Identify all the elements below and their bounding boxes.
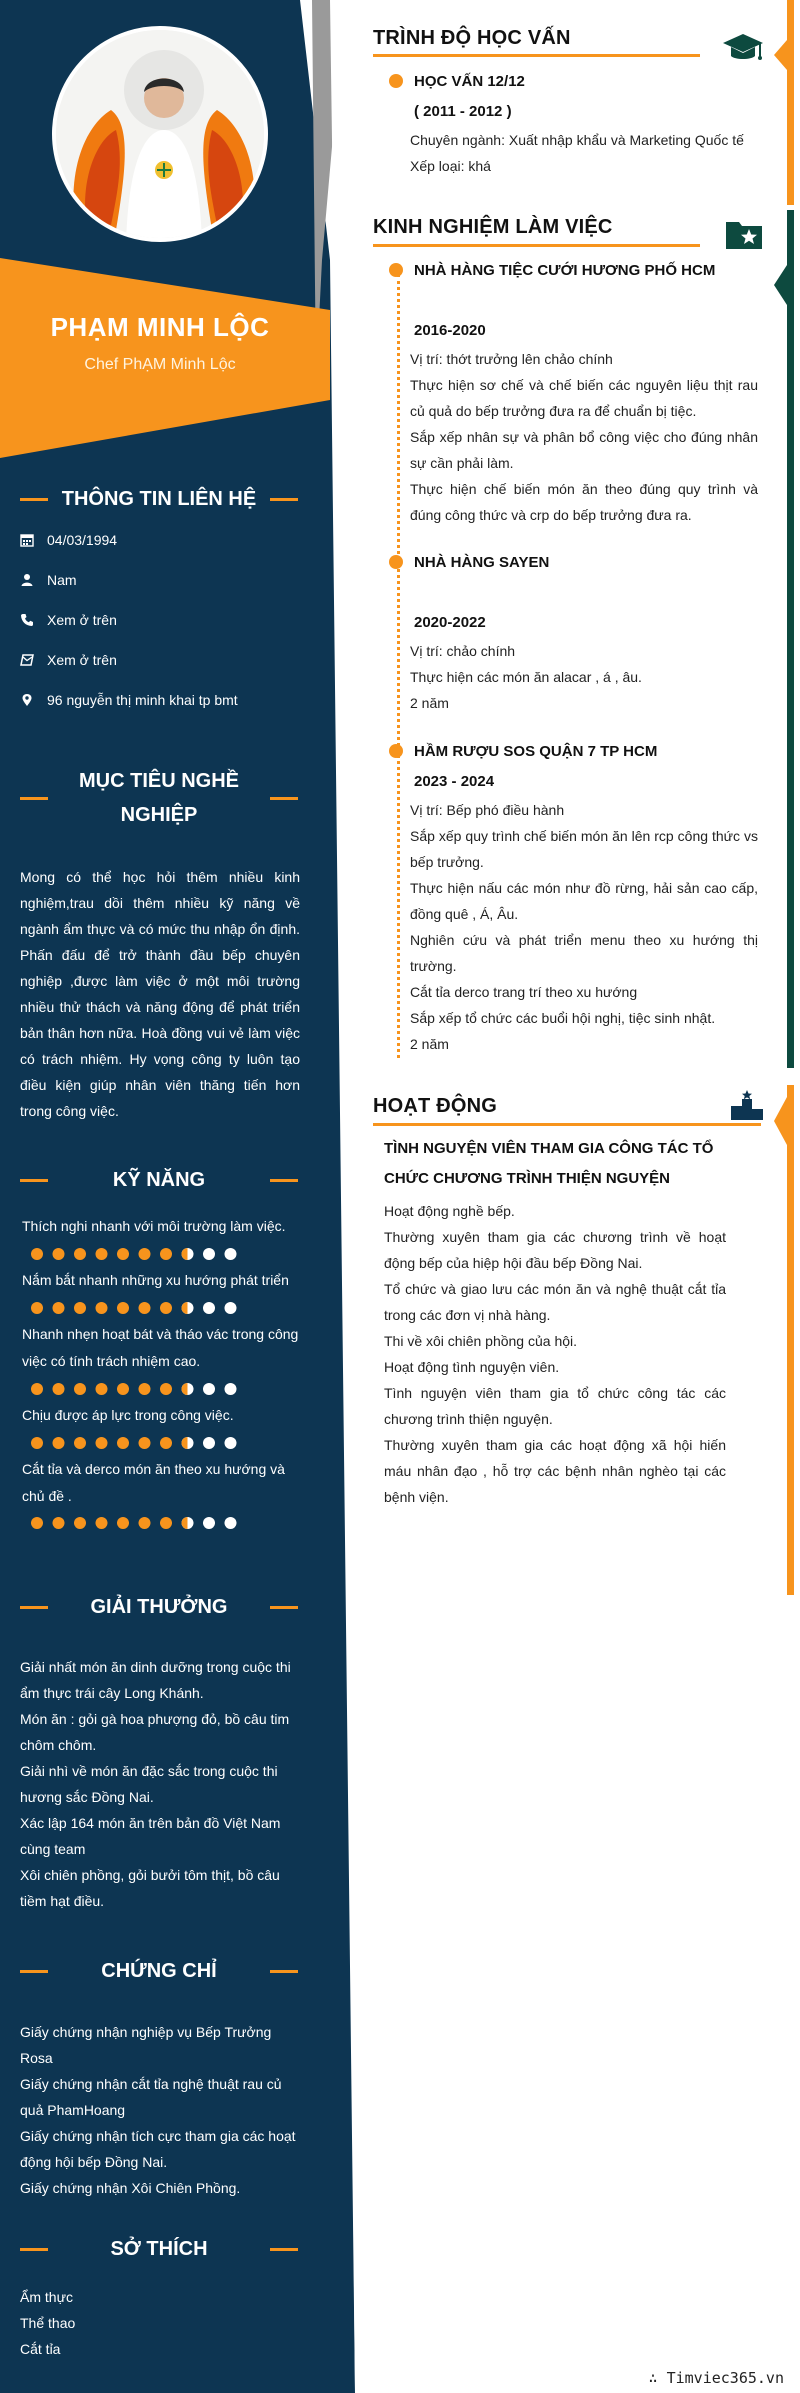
rating-dot [96, 1248, 108, 1260]
job-line: Thực hiện các món ăn alacar , á , âu. [410, 669, 642, 685]
profile-photo [52, 26, 268, 242]
experience-underline [373, 244, 700, 247]
experience-accent [770, 210, 800, 1068]
rating-dot [139, 1383, 151, 1395]
calendar-icon [20, 533, 34, 547]
award-line: Món ăn : gỏi gà hoa phượng đỏ, bồ câu tim chôm chôm. [20, 1711, 290, 1753]
activity-line: Hoạt động nghề bếp. [384, 1203, 515, 1219]
email-icon [20, 653, 34, 667]
job-bullet [389, 263, 403, 277]
skills-heading: KỸ NĂNG [20, 1163, 298, 1197]
awards-heading: GIẢI THƯỞNG [20, 1590, 298, 1624]
hobby-line: Ẩm thực [20, 2289, 73, 2305]
contact-email [20, 649, 320, 671]
education-title: HỌC VẤN 12/12 [414, 73, 525, 90]
rating-dot [203, 1383, 215, 1395]
job-line: Thực hiện sơ chế và chế biến các nguyên liệu thịt rau củ quả do bếp trưởng đưa ra để chuẩn bị tiệc. [410, 377, 758, 419]
skill-rating-3 [30, 1436, 280, 1450]
job-line: Sắp xếp tổ chức các buổi hội nghị, tiệc sinh nhật. [410, 1010, 716, 1026]
certificate-line: Giấy chứng nhận tích cực tham gia các hoạt động hội bếp Đồng Nai. [20, 2128, 296, 2170]
rating-dot [96, 1383, 108, 1395]
rating-dot [53, 1383, 65, 1395]
rating-dot [182, 1383, 194, 1395]
activity-line: Hoạt động tình nguyện viên. [384, 1359, 560, 1375]
rating-dot [53, 1302, 65, 1314]
rating-dot [182, 1517, 194, 1529]
job-line: Vị trí: chảo chính [410, 643, 516, 659]
skill-label: Nắm bắt nhanh những xu hướng phát triển [22, 1272, 289, 1288]
rating-dot [117, 1248, 129, 1260]
award-line: Giải nhì về món ăn đặc sắc trong cuộc thi hương sắc Đồng Nai. [20, 1763, 278, 1805]
rating-dot [139, 1437, 151, 1449]
contact-heading: THÔNG TIN LIÊN HỆ [20, 482, 298, 516]
rating-dot [160, 1302, 172, 1314]
rating-dot [139, 1248, 151, 1260]
rating-dot [74, 1437, 86, 1449]
skill-rating-0 [30, 1247, 280, 1261]
activity-line: Tổ chức và giao lưu các món ăn và nghệ thuật cắt tỉa trong các đơn vị nhà hàng. [384, 1281, 726, 1323]
skill-rating-4 [30, 1516, 280, 1530]
job-period: 2023 - 2024 [414, 773, 495, 790]
rating-dot [74, 1302, 86, 1314]
activity-line: Thi về xôi chiên phồng của hội. [384, 1333, 578, 1349]
rating-dot [182, 1248, 194, 1260]
rating-dot [96, 1517, 108, 1529]
full-name: PHẠM MINH LỘC [50, 312, 270, 342]
contact-text: Xem ở trên [47, 652, 117, 668]
skill-label: Cắt tỉa và derco món ăn theo xu hướng và chủ đề . [22, 1461, 285, 1504]
job-line: Thực hiện chế biến món ăn theo đúng quy trình và đúng công thức và crp do bếp trưởng đưa ra. [410, 481, 758, 523]
job-line: Sắp xếp quy trình chế biến món ăn lên rcp công thức vs bếp trưởng. [410, 828, 758, 870]
award-line: Xác lập 164 món ăn trên bản đồ Việt Nam cùng team [20, 1815, 281, 1857]
job-line: Vị trí: thớt trưởng lên chảo chính [410, 351, 613, 367]
rating-dot [74, 1383, 86, 1395]
experience-heading: KINH NGHIỆM LÀM VIỆC [373, 216, 613, 238]
rating-dot [203, 1437, 215, 1449]
job-company: HẦM RƯỢU SOS QUẬN 7 TP HCM [414, 743, 658, 760]
rating-dot [182, 1437, 194, 1449]
rating-dot [203, 1517, 215, 1529]
activity-line: Tình nguyện viên tham gia tổ chức công tác các chương trình thiện nguyện. [384, 1385, 726, 1427]
certificate-line: Giấy chứng nhận Xôi Chiên Phồng. [20, 2180, 241, 2196]
contact-text: 04/03/1994 [47, 532, 118, 548]
podium-icon [728, 1089, 766, 1121]
job-line: Nghiên cứu và phát triển menu theo xu hướng thị trường. [410, 932, 758, 974]
rating-dot [53, 1517, 65, 1529]
rating-dot [225, 1437, 237, 1449]
contact-address [20, 689, 320, 711]
rating-dot [117, 1437, 129, 1449]
awards-text [20, 1654, 300, 1914]
skill-rating-1 [30, 1301, 280, 1315]
activities-heading: HOẠT ĐỘNG [373, 1095, 498, 1117]
job-period: 2020-2022 [414, 614, 486, 631]
activity-line: Thường xuyên tham gia các chương trình về hoạt động bếp của hiệp hội đầu bếp Đồng Nai. [384, 1229, 726, 1271]
hobbies-heading: SỞ THÍCH [20, 2232, 298, 2266]
rating-dot [31, 1383, 43, 1395]
activities-underline [373, 1123, 761, 1126]
rating-dot [225, 1517, 237, 1529]
job-bullet [389, 744, 403, 758]
certificates-text [20, 2019, 300, 2201]
rating-dot [225, 1383, 237, 1395]
job-title: Chef PhẠM Minh Lộc [84, 356, 236, 373]
education-period: ( 2011 - 2012 ) [414, 103, 512, 120]
award-line: Xôi chiên phồng, gỏi bưởi tôm thịt, bồ câu tiềm hạt điều. [20, 1867, 280, 1909]
job-line: Vị trí: Bếp phó điều hành [410, 802, 565, 818]
skill-label: Chịu được áp lực trong công việc. [22, 1407, 234, 1423]
rating-dot [74, 1517, 86, 1529]
hobby-line: Cắt tỉa [20, 2341, 61, 2357]
education-heading: TRÌNH ĐỘ HỌC VẤN [373, 27, 571, 49]
skill-label: Nhanh nhẹn hoạt bát và tháo vác trong công việc có tính trách nhiệm cao. [22, 1326, 299, 1369]
education-details [410, 127, 758, 179]
job-company: NHÀ HÀNG TIỆC CƯỚI HƯƠNG PHỐ HCM [414, 262, 716, 279]
contact-text: Nam [47, 572, 77, 588]
rating-dot [182, 1302, 194, 1314]
rating-dot [31, 1437, 43, 1449]
rating-dot [117, 1517, 129, 1529]
job-company: NHÀ HÀNG SAYEN [414, 554, 550, 571]
job-details [410, 797, 758, 1057]
contact-birthday [20, 529, 320, 551]
skill-label: Thích nghi nhanh với môi trường làm việc. [22, 1218, 286, 1234]
contact-gender [20, 569, 320, 591]
education-underline [373, 54, 700, 57]
hobby-line: Thể thao [20, 2315, 76, 2331]
education-line: Chuyên ngành: Xuất nhập khẩu và Marketing Quốc tế [410, 132, 744, 148]
education-bullet [389, 74, 403, 88]
contact-text: 96 nguyễn thị minh khai tp bmt [47, 692, 238, 708]
certificate-line: Giấy chứng nhận cắt tỉa nghệ thuật rau củ quả PhamHoang [20, 2076, 282, 2118]
rating-dot [160, 1517, 172, 1529]
objective-heading: MỤC TIÊU NGHỀ NGHIỆP [20, 764, 298, 832]
contact-text: Xem ở trên [47, 612, 117, 628]
star-folder-icon [725, 218, 763, 250]
job-line: Cắt tỉa derco trang trí theo xu hướng [410, 984, 638, 1000]
skill-rating-2 [30, 1382, 280, 1396]
contact-phone [20, 609, 320, 631]
job-details [410, 638, 758, 716]
rating-dot [96, 1302, 108, 1314]
watermark: ∴ Timviec365.vn [648, 2369, 784, 2387]
certificates-heading: CHỨNG CHỈ [20, 1954, 298, 1988]
graduation-cap-icon [722, 31, 764, 65]
job-bullet [389, 555, 403, 569]
job-period: 2016-2020 [414, 322, 486, 339]
rating-dot [31, 1248, 43, 1260]
rating-dot [203, 1302, 215, 1314]
award-line: Giải nhất món ăn dinh dưỡng trong cuộc thi ẩm thực trái cây Long Khánh. [20, 1659, 291, 1701]
rating-dot [31, 1517, 43, 1529]
rating-dot [31, 1302, 43, 1314]
experience-timeline [397, 274, 400, 1058]
rating-dot [225, 1302, 237, 1314]
job-details [410, 346, 758, 528]
person-icon [20, 573, 34, 587]
job-line: Sắp xếp nhân sự và phân bổ công việc cho đúng nhân sự cần phải làm. [410, 429, 758, 471]
rating-dot [74, 1248, 86, 1260]
rating-dot [160, 1437, 172, 1449]
activity-details [384, 1198, 726, 1510]
activity-line: Thường xuyên tham gia các hoạt động xã hội hiến máu nhân đạo , hỗ trợ các bệnh nhân nghèo tại các bệnh viện. [384, 1437, 726, 1505]
rating-dot [96, 1437, 108, 1449]
education-line: Xếp loại: khá [410, 158, 491, 174]
rating-dot [53, 1437, 65, 1449]
rating-dot [117, 1302, 129, 1314]
rating-dot [53, 1248, 65, 1260]
job-line: 2 năm [410, 695, 449, 711]
job-line: Thực hiện nấu các món như đồ rừng, hải sản cao cấp, đồng quê , Á, Âu. [410, 880, 758, 922]
rating-dot [139, 1517, 151, 1529]
rating-dot [203, 1248, 215, 1260]
rating-dot [139, 1302, 151, 1314]
location-icon [20, 693, 34, 707]
phone-icon [20, 613, 34, 627]
rating-dot [117, 1383, 129, 1395]
job-line: 2 năm [410, 1036, 449, 1052]
rating-dot [225, 1248, 237, 1260]
rating-dot [160, 1383, 172, 1395]
rating-dot [160, 1248, 172, 1260]
objective-text: Mong có thể học hỏi thêm nhiều kinh nghiệm,trau dồi thêm nhiều kỹ năng về ngành ẩm thực và có mức thu nhập ổn định. Phấn đấu để trở thành đầu bếp chuyên nghiệp ,được làm việc ở một môi trường nhiều thử thách và năng động để phát triển bản thân hơn nữa. Hoà đồng vui vẻ làm việc có trách nhiệm. Hy vọng công ty luôn tạo điều kiện giúp nhân viên thăng tiến hơn trong công việc. [20, 869, 300, 1119]
activity-title: TÌNH NGUYỆN VIÊN THAM GIA CÔNG TÁC TỔ CHỨC CHƯƠNG TRÌNH THIỆN NGUYỆN [384, 1140, 714, 1187]
activities-accent [770, 1085, 800, 1600]
hobbies-text [20, 2284, 300, 2362]
certificate-line: Giấy chứng nhận nghiệp vụ Bếp Trưởng Rosa [20, 2024, 272, 2066]
education-accent [770, 0, 800, 210]
sidebar [0, 0, 360, 2393]
